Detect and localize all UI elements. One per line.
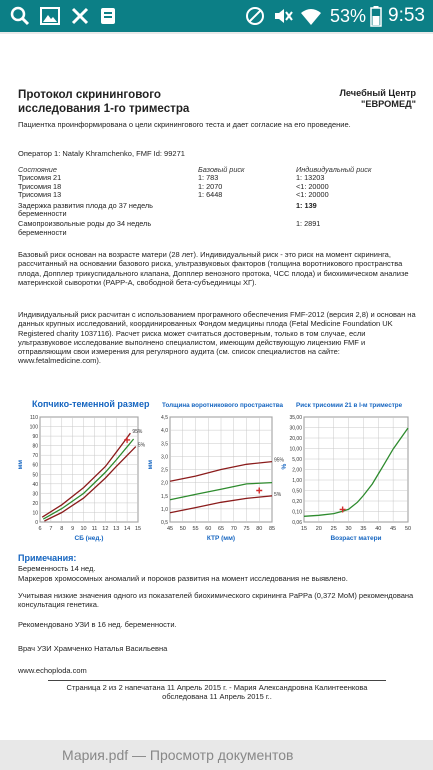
y-tick-label: 4,5	[161, 415, 168, 421]
x-tick-label: 6	[38, 526, 42, 532]
y-tick-label: 20	[32, 500, 38, 507]
software-paragraph: Индивидуальный риск расчитан с использованием програмного обеспечения FMF-2012 (версия 2,8) и основан на данных крупных исследований, координированных Фондом медицины плода (Fetal Medicine Foundation UK Registered charity 1037116). Расчет риска может считаться достоверным, только в том случае, если ультразвуковое исследование выполнено специалистом, имеющим действующую лицензию FMF и отправляющим свои измерения для регулярного аудита (см. список специалистов на сайте: www.fetalmedicine.com).	[18, 310, 416, 366]
y-tick-label: 2,0	[161, 480, 168, 487]
chart-title: Копчико-теменной размер	[32, 399, 150, 409]
consent-text: Пациентка проинформирована о цели скринингового теста и дает согласие на его проведение.	[18, 120, 351, 129]
y-tick-label: 0	[35, 520, 38, 526]
y-tick-label: 3,5	[161, 441, 168, 448]
x-tick-label: 50	[179, 526, 186, 532]
x-tick-label: 7	[49, 526, 53, 532]
y-tick-label: 0,06	[292, 520, 302, 526]
y-tick-label: 2,00	[292, 467, 302, 474]
x-tick-label: 13	[113, 526, 120, 532]
document-title: Протокол скринингового исследования 1-го триместра	[18, 88, 190, 115]
y-axis-label: %	[281, 463, 288, 470]
table-row: Трисомия 21 1: 783 1: 13203	[18, 173, 325, 183]
footer-line1: Страница 2 из 2 напечатана 11 Апрель 2015 г. - Мария Александровна Калинтеенкова	[66, 683, 368, 692]
x-tick-label: 80	[256, 526, 263, 532]
x-tick-label: 20	[315, 526, 322, 532]
x-axis-label: СБ (нед.)	[74, 535, 104, 542]
y-tick-label: 0,20	[292, 499, 302, 505]
y-tick-label: 1,5	[161, 493, 168, 500]
x-tick-label: 70	[230, 526, 237, 532]
y-tick-label: 30	[32, 491, 38, 498]
x-tick-label: 15	[134, 526, 142, 532]
y-tick-label: 35,00	[289, 415, 302, 421]
x-tick-label: 10	[80, 526, 87, 532]
note-pappa: Учитывая низкие значения одного из показателей биохимического скрининга PaPPa (0,372 МоМ) рекомендована консультация генетика.	[18, 591, 414, 610]
nt-chart	[147, 397, 285, 549]
y-tick-label: 70	[32, 453, 38, 460]
chart-title: Риск трисомии 21 в I-м триместре	[296, 402, 403, 409]
x-tick-label: 12	[102, 526, 109, 532]
viewer-title: Мария.pdf — Просмотр документов	[62, 747, 294, 763]
x-tick-label: 40	[375, 526, 382, 532]
y-tick-label: 0,10	[292, 509, 302, 516]
plot-area	[40, 417, 138, 522]
note-pregnancy: Беременность 14 нед.	[18, 564, 96, 573]
crossed-circle-icon	[244, 5, 266, 27]
y-tick-label: 20,00	[289, 436, 302, 442]
y-axis-label: мм	[147, 459, 154, 470]
notes-title: Примечания:	[18, 553, 77, 563]
y-tick-label: 100	[29, 424, 38, 431]
footer-line2: обследована 11 Апрель 2015 г..	[162, 692, 272, 701]
x-tick-label: 50	[404, 526, 412, 532]
x-tick-label: 8	[60, 526, 64, 532]
viewer-title-bar	[0, 740, 433, 770]
y-axis-label: мм	[17, 459, 24, 470]
x-tick-label: 30	[345, 526, 352, 532]
operator-text: Оператор 1: Nataly Khramchenko, FMF Id: 99271	[18, 149, 185, 158]
table-row: Задержка развития плода до 37 недель беременности 1: 139	[18, 200, 317, 219]
clock: 9:53	[388, 5, 425, 26]
y-tick-label: 80	[32, 443, 38, 450]
y-tick-label: 3,0	[161, 454, 168, 461]
footer-divider	[48, 680, 386, 681]
y-tick-label: 90	[32, 434, 38, 441]
y-tick-label: 1,00	[292, 478, 302, 484]
x-tick-label: 14	[124, 526, 131, 532]
y-tick-label: 0,50	[292, 488, 302, 495]
search-icon	[9, 5, 31, 27]
base-risk-paragraph: Базовый риск основан на возрасте матери (28 лет). Индивидуальный риск - это риск на момент скрининга, рассчитанный на основании базового риска, ультразвуковых факторов (толщина воротникового пространства плода, Допплер трикуспидального клапана, Допплер венозного протока, ЧСС плода) и биохимическом анализе материнской сыворотки (PAPP-A, свободной бета-субъединицы ХГ).	[18, 250, 409, 287]
battery-percent: 53%	[329, 5, 367, 26]
percentile-label: 95%	[274, 457, 285, 464]
y-tick-label: 10,00	[289, 446, 302, 453]
percentile-label: 5%	[274, 491, 282, 498]
y-tick-label: 1,0	[161, 506, 168, 513]
table-row: Трисомия 13 1: 6448 <1: 20000	[18, 190, 329, 200]
table-row: Трисомия 18 1: 2070 <1: 20000	[18, 181, 329, 191]
x-tick-label: 85	[268, 526, 276, 532]
t21-risk-chart	[282, 397, 416, 549]
x-tick-label: 45	[390, 526, 397, 532]
y-tick-label: 10	[32, 510, 38, 517]
x-axis-label: КТР (мм)	[206, 535, 236, 542]
clinic-name: Лечебный Центр "ЕВРОМЕД"	[339, 88, 416, 109]
note-recommendation: Рекомендовано УЗИ в 16 нед. беременности.	[18, 620, 177, 629]
x-tick-label: 65	[217, 526, 225, 532]
status-bar	[0, 0, 433, 32]
x-tick-label: 9	[71, 526, 75, 532]
x-tick-label: 75	[243, 526, 250, 532]
document-view[interactable]	[0, 34, 433, 740]
x-tick-label: 15	[300, 526, 308, 532]
doctor-signature: Врач УЗИ Храмченко Наталья Васильевна	[18, 644, 168, 653]
risk-table	[18, 166, 416, 237]
wifi-icon	[300, 5, 322, 27]
chart-title: Толщина воротникового пространства	[162, 402, 284, 409]
x-tick-label: 11	[91, 526, 98, 532]
image-icon	[39, 5, 61, 27]
y-tick-label: 2,5	[161, 467, 168, 474]
y-tick-label: 50	[32, 472, 38, 479]
mute-icon	[272, 5, 294, 27]
x-tick-label: 55	[192, 526, 199, 532]
x-axis-label: Возраст матери	[330, 535, 382, 542]
percentile-label: 95%	[132, 429, 143, 436]
y-tick-label: 30,00	[289, 425, 302, 432]
x-tick-label: 45	[166, 526, 174, 532]
percentile-label: 5%	[137, 442, 146, 449]
x-tick-label: 35	[360, 526, 367, 532]
crl-chart	[17, 397, 150, 549]
y-tick-label: 5,00	[292, 457, 302, 463]
note-markers: Маркеров хромосомных аномалий и пороков развития на момент исследования не выявлено.	[18, 574, 348, 583]
x-tick-label: 60	[205, 526, 212, 532]
risk-table-header: Состояние Базовый риск Индивидуальный риск	[18, 165, 372, 174]
x-tick-label: 25	[330, 526, 337, 532]
y-tick-label: 110	[30, 415, 38, 421]
notification-icon	[97, 5, 119, 27]
close-icon	[69, 5, 91, 27]
y-tick-label: 40	[32, 481, 38, 488]
battery-icon	[370, 5, 382, 27]
y-tick-label: 0,5	[161, 520, 168, 526]
website-text: www.echoploda.com	[18, 666, 87, 675]
y-tick-label: 60	[32, 462, 38, 469]
table-row: Самопроизвольные роды до 34 недель беременности 1: 2891	[18, 219, 321, 237]
y-tick-label: 4,0	[161, 428, 168, 435]
